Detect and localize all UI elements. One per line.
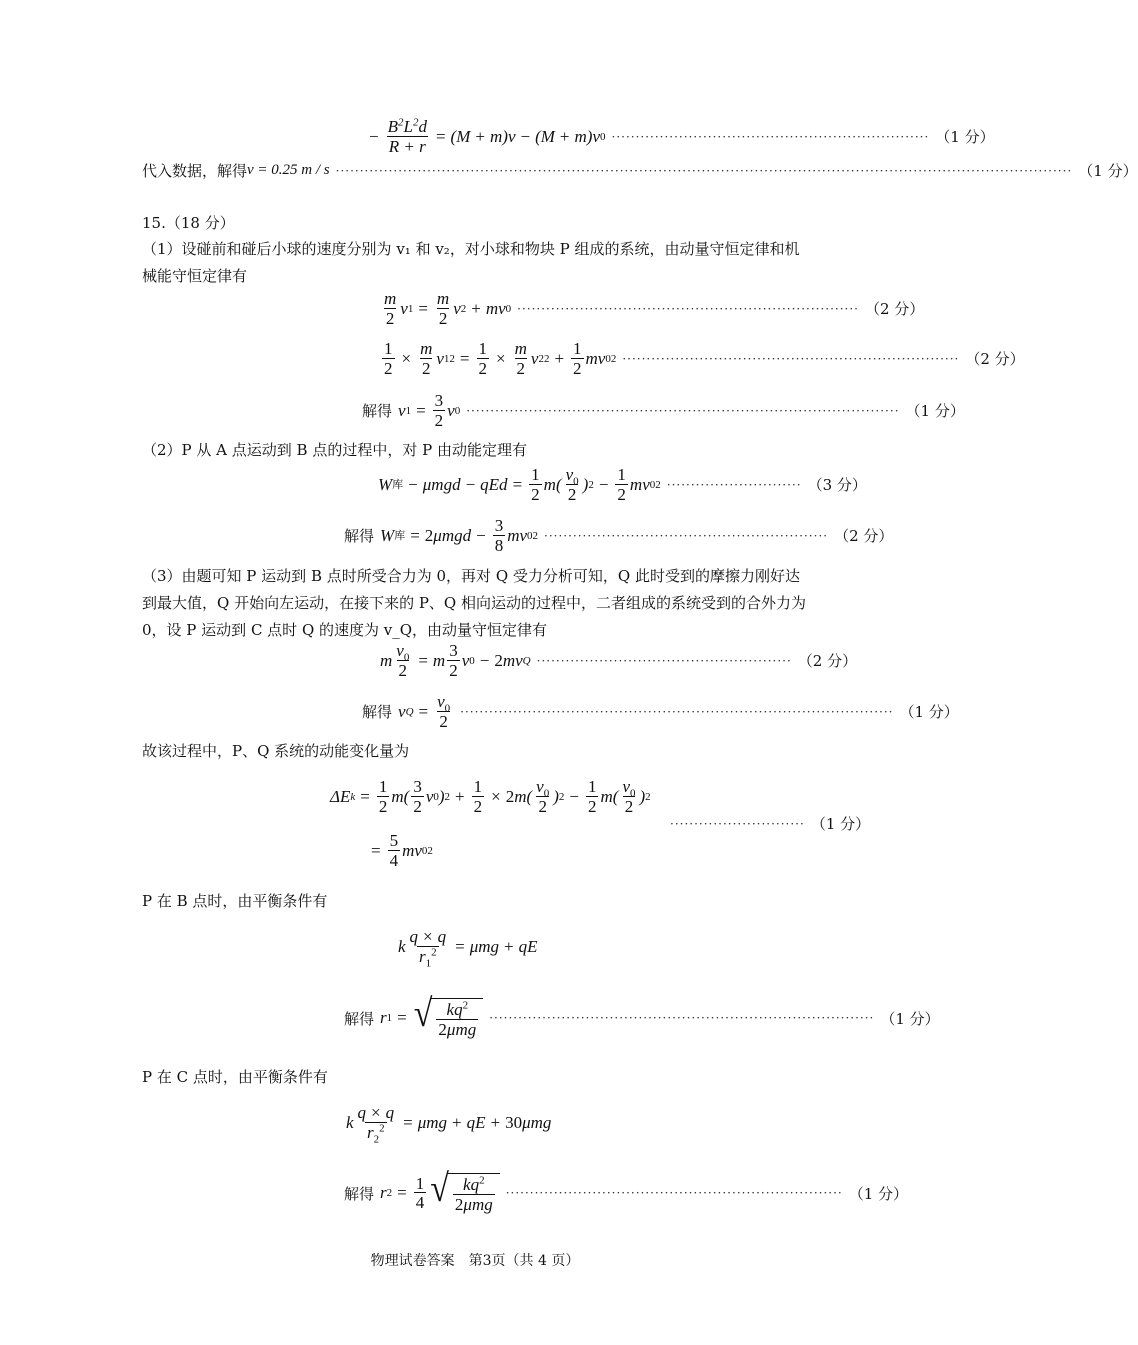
solve-label: 解得 <box>344 527 375 546</box>
score-label: （1 分） <box>935 128 995 147</box>
equation-energy-conservation: $\frac{1}{2}$ × $\frac{m}{2}$ v 1 2 = $\frac{1}{2}$ × $\frac{m}{2}$ v 2 2 + $\frac{1}{2}$ mv 0 2 ······································································ （2 分） <box>384 339 1025 378</box>
page-footer: 物理试卷答案 第3页（共 4 页） <box>370 1253 580 1269</box>
equation-point-c-balance: k $\frac{q \times q}{r_2^2}$ = μmg + qE + 30 μmg <box>346 1103 552 1146</box>
velocity-result: v = 0.25 m / s <box>247 162 330 178</box>
equation-momentum-conservation: $\frac{m}{2}$ v 1 = $\frac{m}{2}$ v 2 + mv 0 ······································································· （2 分） <box>384 289 925 328</box>
part-1-text: （1）设碰前和碰后小球的速度分别为 v₁ 和 v₂，对小球和物块 P 组成的系统，由动量守恒定律和机械能守恒定律有 <box>142 240 800 285</box>
equation-work-result: 解得 W 库 = 2 μmgd − $\frac{3}{8}$ mv 0 2 ··························································· （2 分） <box>344 516 894 555</box>
question-15-title: 15.（18 分） <box>142 214 235 232</box>
score-label: （2 分） <box>865 300 925 319</box>
equation-vq-result: 解得 v Q = $\frac{v_0}{2}$ ·························································································· （1 分） <box>362 692 959 731</box>
equation-pq-momentum: m $\frac{v_0}{2}$ = m $\frac{3}{2}$ v 0 − 2 mv Q ····················································· （2 分） <box>380 641 858 680</box>
score-label: （2 分） <box>965 350 1025 369</box>
equation-r1-result: 解得 r 1 = √ $\frac{kq^2}{\text{2μmg}}$ ················································································ （1 分） <box>344 992 940 1039</box>
score-label: （1 分） <box>1078 162 1138 180</box>
part-2-text: （2）P 从 A 点运动到 B 点的过程中，对 P 由动能定理有 <box>142 441 527 459</box>
equation-kinetic-energy-value: = $\frac{5}{4}$ mv 0 2 <box>371 831 433 870</box>
equation-point-b-balance: k $\frac{q \times q}{r_1^2}$ = μmg + qE <box>398 927 538 970</box>
equation-r2-result: 解得 r 2 = $\frac{1}{4}$ √ $\frac{kq^2}{\text{2μmg}}$ ······································································ （1 分） <box>344 1167 909 1214</box>
score-label: （1 分） <box>810 815 871 833</box>
equation-v1-result: 解得 v 1 = $\frac{3}{2}$ v 0 ·························································································· （1 分） <box>362 391 965 430</box>
kinetic-energy-text: 故该过程中，P、Q 系统的动能变化量为 <box>142 742 410 760</box>
equation-work-energy: W 库 − μmgd − qEd = $\frac{1}{2}$ m ( $\frac{v_0}{2}$ ) 2 − $\frac{1}{2}$ mv 0 2 ···························· （3 分） <box>378 465 867 504</box>
score-label: （2 分） <box>797 652 858 671</box>
score-label: （3 分） <box>807 476 867 495</box>
equation-kinetic-energy-change: ΔE k = $\frac{1}{2}$ m ( $\frac{3}{2}$ v 0 ) 2 + $\frac{1}{2}$ × 2 m ( $\frac{v_0}{2}$ ) 2 − $\frac{1}{2}$ m ( $\frac{v_0}{2}$ ) 2 <box>330 777 651 816</box>
point-c-text: P 在 C 点时，由平衡条件有 <box>142 1068 328 1086</box>
solve-label: 解得 <box>362 402 393 421</box>
score-label: （1 分） <box>880 1009 940 1028</box>
score-label: （1 分） <box>848 1184 909 1203</box>
data-result-line: 代入数据，解得 v = 0.25 m / s ························································································································································· （1 分） <box>142 162 1138 180</box>
kinetic-energy-score: ···························· （1 分） <box>670 815 871 833</box>
solve-label: 解得 <box>344 1184 375 1203</box>
equation-momentum-theorem: − $\frac{B^2L^2d}{R + r}$ = ( M + m ) v − ( M + m ) v 0 ·································································· （1 分） <box>369 116 995 156</box>
point-b-text: P 在 B 点时，由平衡条件有 <box>142 892 328 910</box>
score-label: （1 分） <box>899 703 959 722</box>
data-text: 代入数据，解得 <box>142 162 248 180</box>
solve-label: 解得 <box>344 1009 375 1028</box>
solve-label: 解得 <box>362 703 393 722</box>
part-3-text: （3）由题可知 P 运动到 B 点时所受合力为 0，再对 Q 受力分析可知，Q 此时受到的摩擦力刚好达到最大值，Q 开始向左运动，在接下来的 P、Q 相向运动的过程中，二者组成的系统受到的合外力为 0，设 P 运动到 C 点时 Q 的速度为 v_Q，由动量守恒定律有 <box>142 567 806 639</box>
score-label: （2 分） <box>834 527 894 546</box>
score-label: （1 分） <box>905 402 965 421</box>
